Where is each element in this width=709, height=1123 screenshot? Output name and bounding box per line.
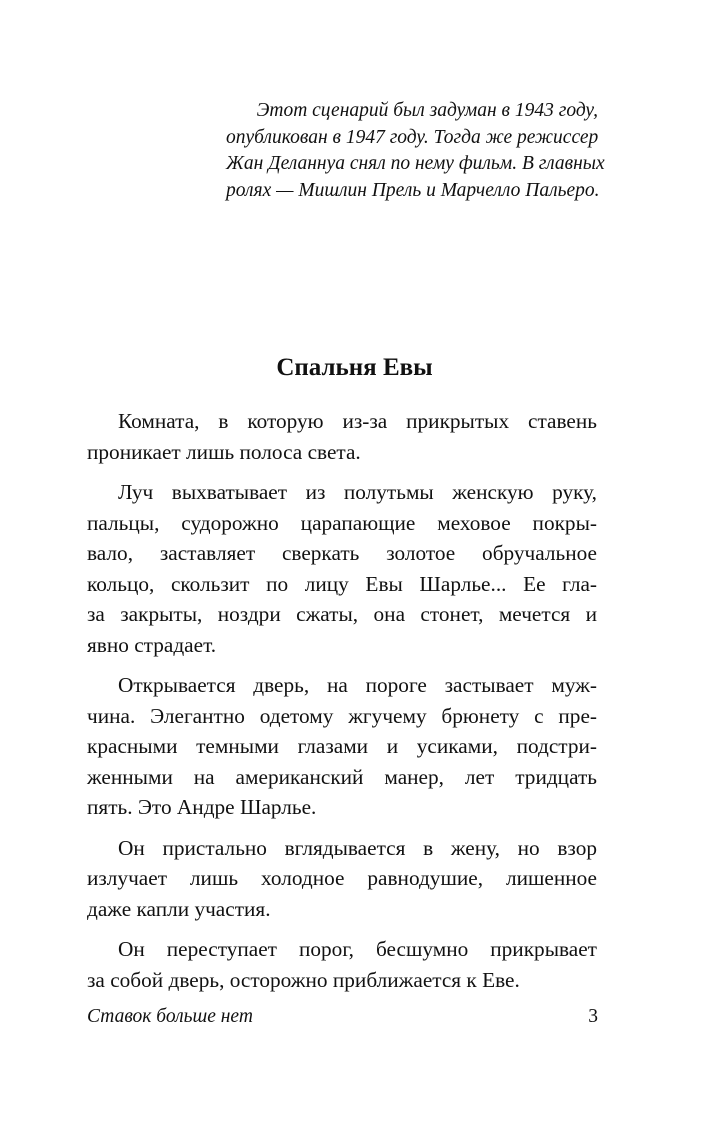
text-line: чина. Элегантно одетому жгучему брюнету с пре- [87,703,597,728]
text-line: пальцы, судорожно царапающие меховое покры- [87,510,597,535]
text-line: красными темными глазами и усиками, подстри- [87,734,597,758]
text-line: женными на американский манер, лет тридцать [87,764,597,789]
paragraph-4 [87,833,597,925]
epigraph-line: Этот сценарий был задуман в 1943 году, [256,100,598,121]
paragraph-1 [87,406,597,467]
epigraph-line: ролях — Мишлин Прель и Марчелло Пальеро. [226,179,600,201]
text-line: явно страдает. [87,632,217,657]
text-line: Открывается дверь, на пороге застывает муж- [118,673,597,697]
epigraph [226,98,605,204]
text-line: излучает лишь холодное равнодушие, лишенное [87,866,597,890]
text-line: за собой дверь, осторожно приближается к Еве. [87,967,520,992]
text-line: Он пристально вглядывается в жену, но взор [118,835,597,860]
paragraph-5 [87,934,597,995]
text-line: Луч выхватывает из полутьмы женскую руку, [118,480,597,504]
text-line: даже капли участия. [87,896,271,921]
epigraph-line: Жан Деланнуа снял по нему фильм. В главных [226,153,605,174]
paragraph-3 [87,670,597,823]
text-line: пять. Это Андре Шарлье. [87,795,317,819]
page-number: 3 [588,1006,598,1027]
text-line: Он переступает порог, бесшумно прикрывает [118,937,597,961]
text-line: вало, заставляет сверкать золотое обручальное [87,541,597,565]
epigraph-line: опубликован в 1947 году. Тогда же режиссер [226,126,599,148]
text-line: за закрыты, ноздри сжаты, она стонет, мечется и [87,602,597,626]
running-footer-title: Ставок больше нет [87,1006,253,1027]
body-text [87,406,597,995]
chapter-title: Спальня Евы [276,354,433,381]
text-line: Комната, в которую из-за прикрытых ставень [118,409,597,433]
text-line: проникает лишь полоса света. [87,439,361,464]
text-line: кольцо, скользит по лицу Евы Шарлье... Ее гла- [87,571,597,596]
paragraph-2 [87,477,597,660]
